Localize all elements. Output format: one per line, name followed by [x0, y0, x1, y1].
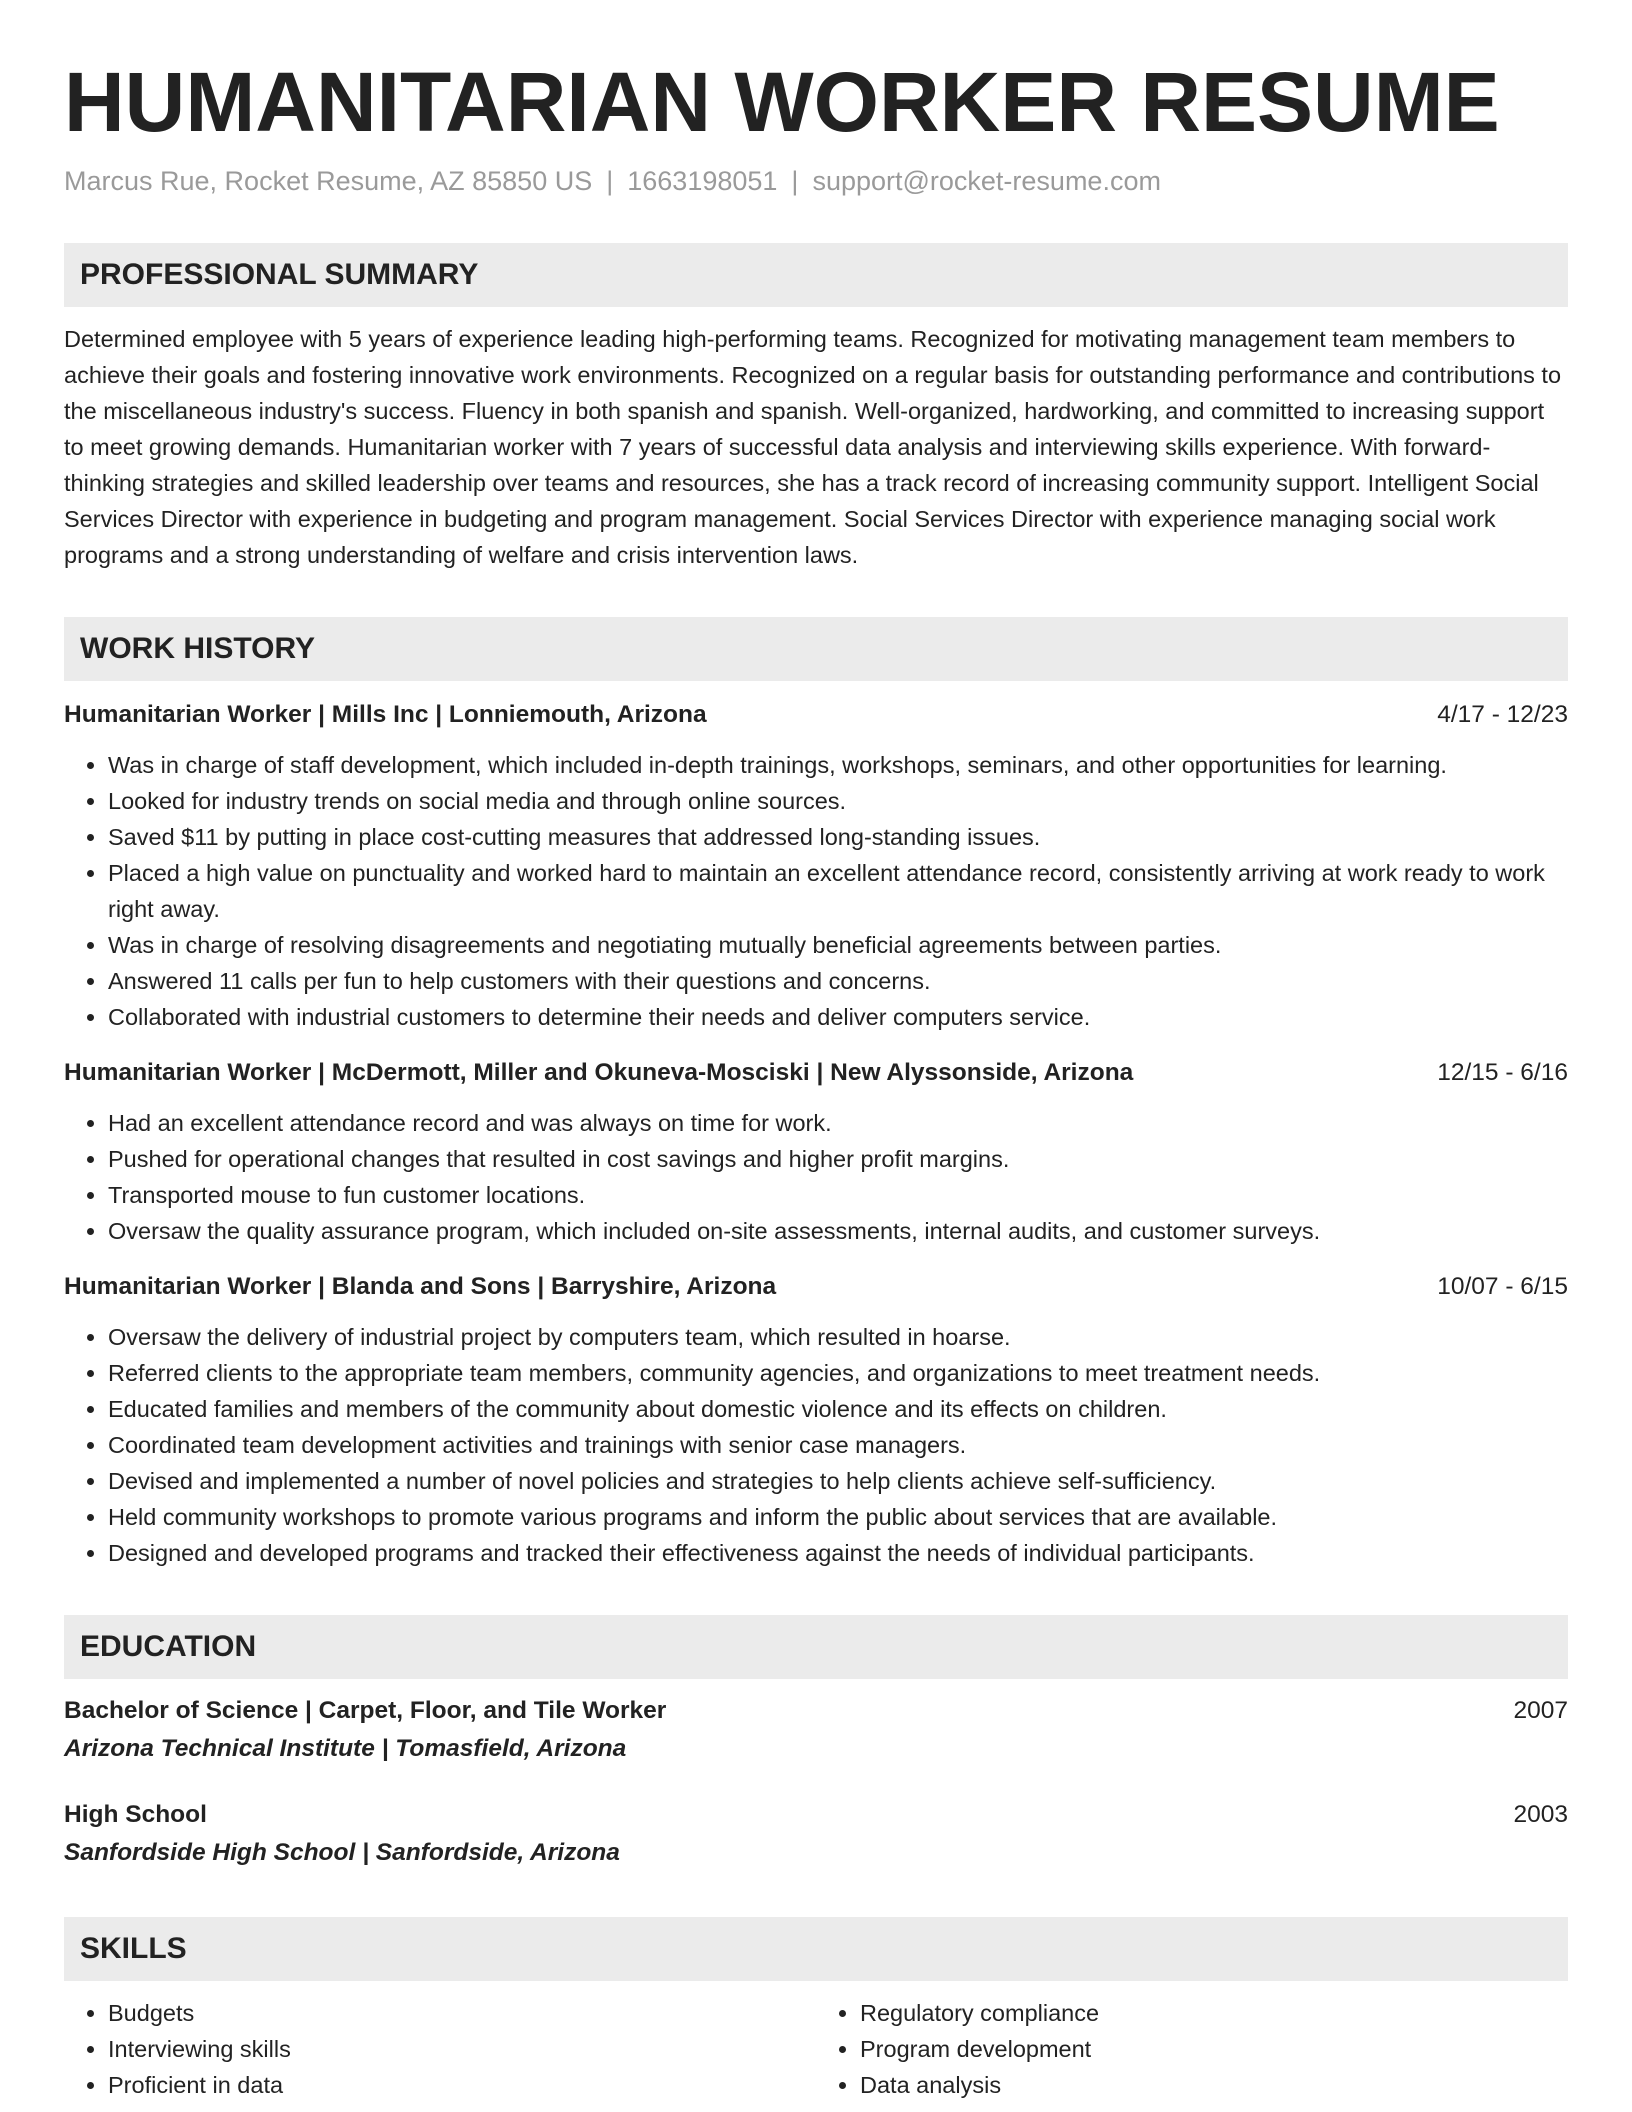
section-header-work-history: WORK HISTORY [64, 617, 1568, 681]
job-title: Humanitarian Worker | Mills Inc | Lonniemouth, Arizona [64, 701, 707, 729]
job-bullet: • Educated families and members of the community about domestic violence and its effects on children. [108, 1391, 1568, 1427]
summary-text: Determined employee with 5 years of experience leading high-performing teams. Recognized for motivating management team members to achieve their goals and fostering innovative work environments. Recognized on a regular basis for outstanding performance and contributions to the miscellaneous industry's success. Fluency in both spanish and spanish. Well-organized, hardworking, and committed to increasing support to meet growing demands. Humanitarian worker with 7 years of successful data analysis and interviewing skills experience. With forward-thinking strategies and skilled leadership over teams and resources, she has a track record of increasing community support. Intelligent Social Services Director with experience in budgeting and program management. Social Services Director with experience managing social work programs and a strong understanding of welfare and crisis intervention laws. [64, 326, 1562, 569]
education-header [64, 1693, 1568, 1729]
job-bullet: • Answered 11 calls per fun to help customers with their questions and concerns. [108, 963, 1568, 999]
job-header [64, 1269, 1568, 1305]
job-bullet: • Referred clients to the appropriate team members, community agencies, and organizations to meet treatment needs. [108, 1355, 1568, 1391]
section-header-education: EDUCATION [64, 1615, 1568, 1679]
job-header [64, 697, 1568, 733]
job-bullets [64, 747, 1568, 1035]
job-bullet: • Oversaw the delivery of industrial project by computers team, which resulted in hoarse. [108, 1319, 1568, 1355]
job-dates: 12/15 - 6/16 [1437, 1059, 1568, 1087]
job-bullet: • Devised and implemented a number of novel policies and strategies to help clients achieve self-sufficiency. [108, 1463, 1568, 1499]
contact-separator: | [791, 166, 799, 197]
job-bullet: • Had an excellent attendance record and was always on time for work. [108, 1105, 1568, 1141]
education-entry [64, 1797, 1568, 1873]
education-school: Arizona Technical Institute | Tomasfield, Arizona [64, 1735, 627, 1763]
job-bullets [64, 1319, 1568, 1571]
job-bullet: • Placed a high value on punctuality and worked hard to maintain an excellent attendance record, consistently arriving at work ready to work right away. [108, 855, 1568, 927]
job-bullet: • Looked for industry trends on social media and through online sources. [108, 783, 1568, 819]
job-entry [64, 697, 1568, 1035]
skill-item: • Proficient in data [108, 2067, 816, 2103]
job-bullet: • Collaborated with industrial customers to determine their needs and deliver computers service. [108, 999, 1568, 1035]
skills-column-right [816, 1995, 1568, 2103]
education-school: Sanfordside High School | Sanfordside, Arizona [64, 1839, 620, 1867]
job-bullet: • Oversaw the quality assurance program, which included on-site assessments, internal audits, and customer surveys. [108, 1213, 1568, 1249]
skill-item: • Data analysis [860, 2067, 1568, 2103]
skill-item: • Regulatory compliance [860, 1995, 1568, 2031]
job-header [64, 1055, 1568, 1091]
job-entry [64, 1055, 1568, 1249]
education-year: 2007 [1513, 1697, 1568, 1725]
job-dates: 10/07 - 6/15 [1437, 1273, 1568, 1301]
education-degree: High School [64, 1801, 207, 1829]
job-bullets [64, 1105, 1568, 1249]
contact-separator: | [606, 166, 614, 197]
job-dates: 4/17 - 12/23 [1437, 701, 1568, 729]
job-entry [64, 1269, 1568, 1571]
job-bullet: • Was in charge of resolving disagreements and negotiating mutually beneficial agreements between parties. [108, 927, 1568, 963]
skill-item: • Program development [860, 2031, 1568, 2067]
skills-column-left [64, 1995, 816, 2103]
page-title: HUMANITARIAN WORKER RESUME [64, 55, 1500, 149]
job-title: Humanitarian Worker | McDermott, Miller and Okuneva-Mosciski | New Alyssonside, Arizona [64, 1059, 1134, 1087]
job-bullet: • Was in charge of staff development, which included in-depth trainings, workshops, seminars, and other opportunities for learning. [108, 747, 1568, 783]
education-year: 2003 [1513, 1801, 1568, 1829]
job-bullet: • Designed and developed programs and tracked their effectiveness against the needs of individual participants. [108, 1535, 1568, 1571]
skills-grid [64, 1995, 1568, 2103]
contact-email: support@rocket-resume.com [812, 166, 1161, 197]
section-header-skills: SKILLS [64, 1917, 1568, 1981]
job-bullet: • Pushed for operational changes that resulted in cost savings and higher profit margins. [108, 1141, 1568, 1177]
contact-address: Marcus Rue, Rocket Resume, AZ 85850 US [64, 166, 593, 197]
job-bullet: • Held community workshops to promote various programs and inform the public about services that are available. [108, 1499, 1568, 1535]
job-bullet: • Saved $11 by putting in place cost-cutting measures that addressed long-standing issues. [108, 819, 1568, 855]
skill-item: • Budgets [108, 1995, 816, 2031]
skill-item: • Interviewing skills [108, 2031, 816, 2067]
job-title: Humanitarian Worker | Blanda and Sons | Barryshire, Arizona [64, 1273, 777, 1301]
section-header-summary: PROFESSIONAL SUMMARY [64, 243, 1568, 307]
contact-line [64, 164, 1568, 199]
education-header [64, 1797, 1568, 1833]
contact-phone: 1663198051 [627, 166, 778, 197]
job-bullet: • Coordinated team development activities and trainings with senior case managers. [108, 1427, 1568, 1463]
education-entry [64, 1693, 1568, 1769]
job-bullet: • Transported mouse to fun customer locations. [108, 1177, 1568, 1213]
education-degree: Bachelor of Science | Carpet, Floor, and Tile Worker [64, 1697, 667, 1725]
